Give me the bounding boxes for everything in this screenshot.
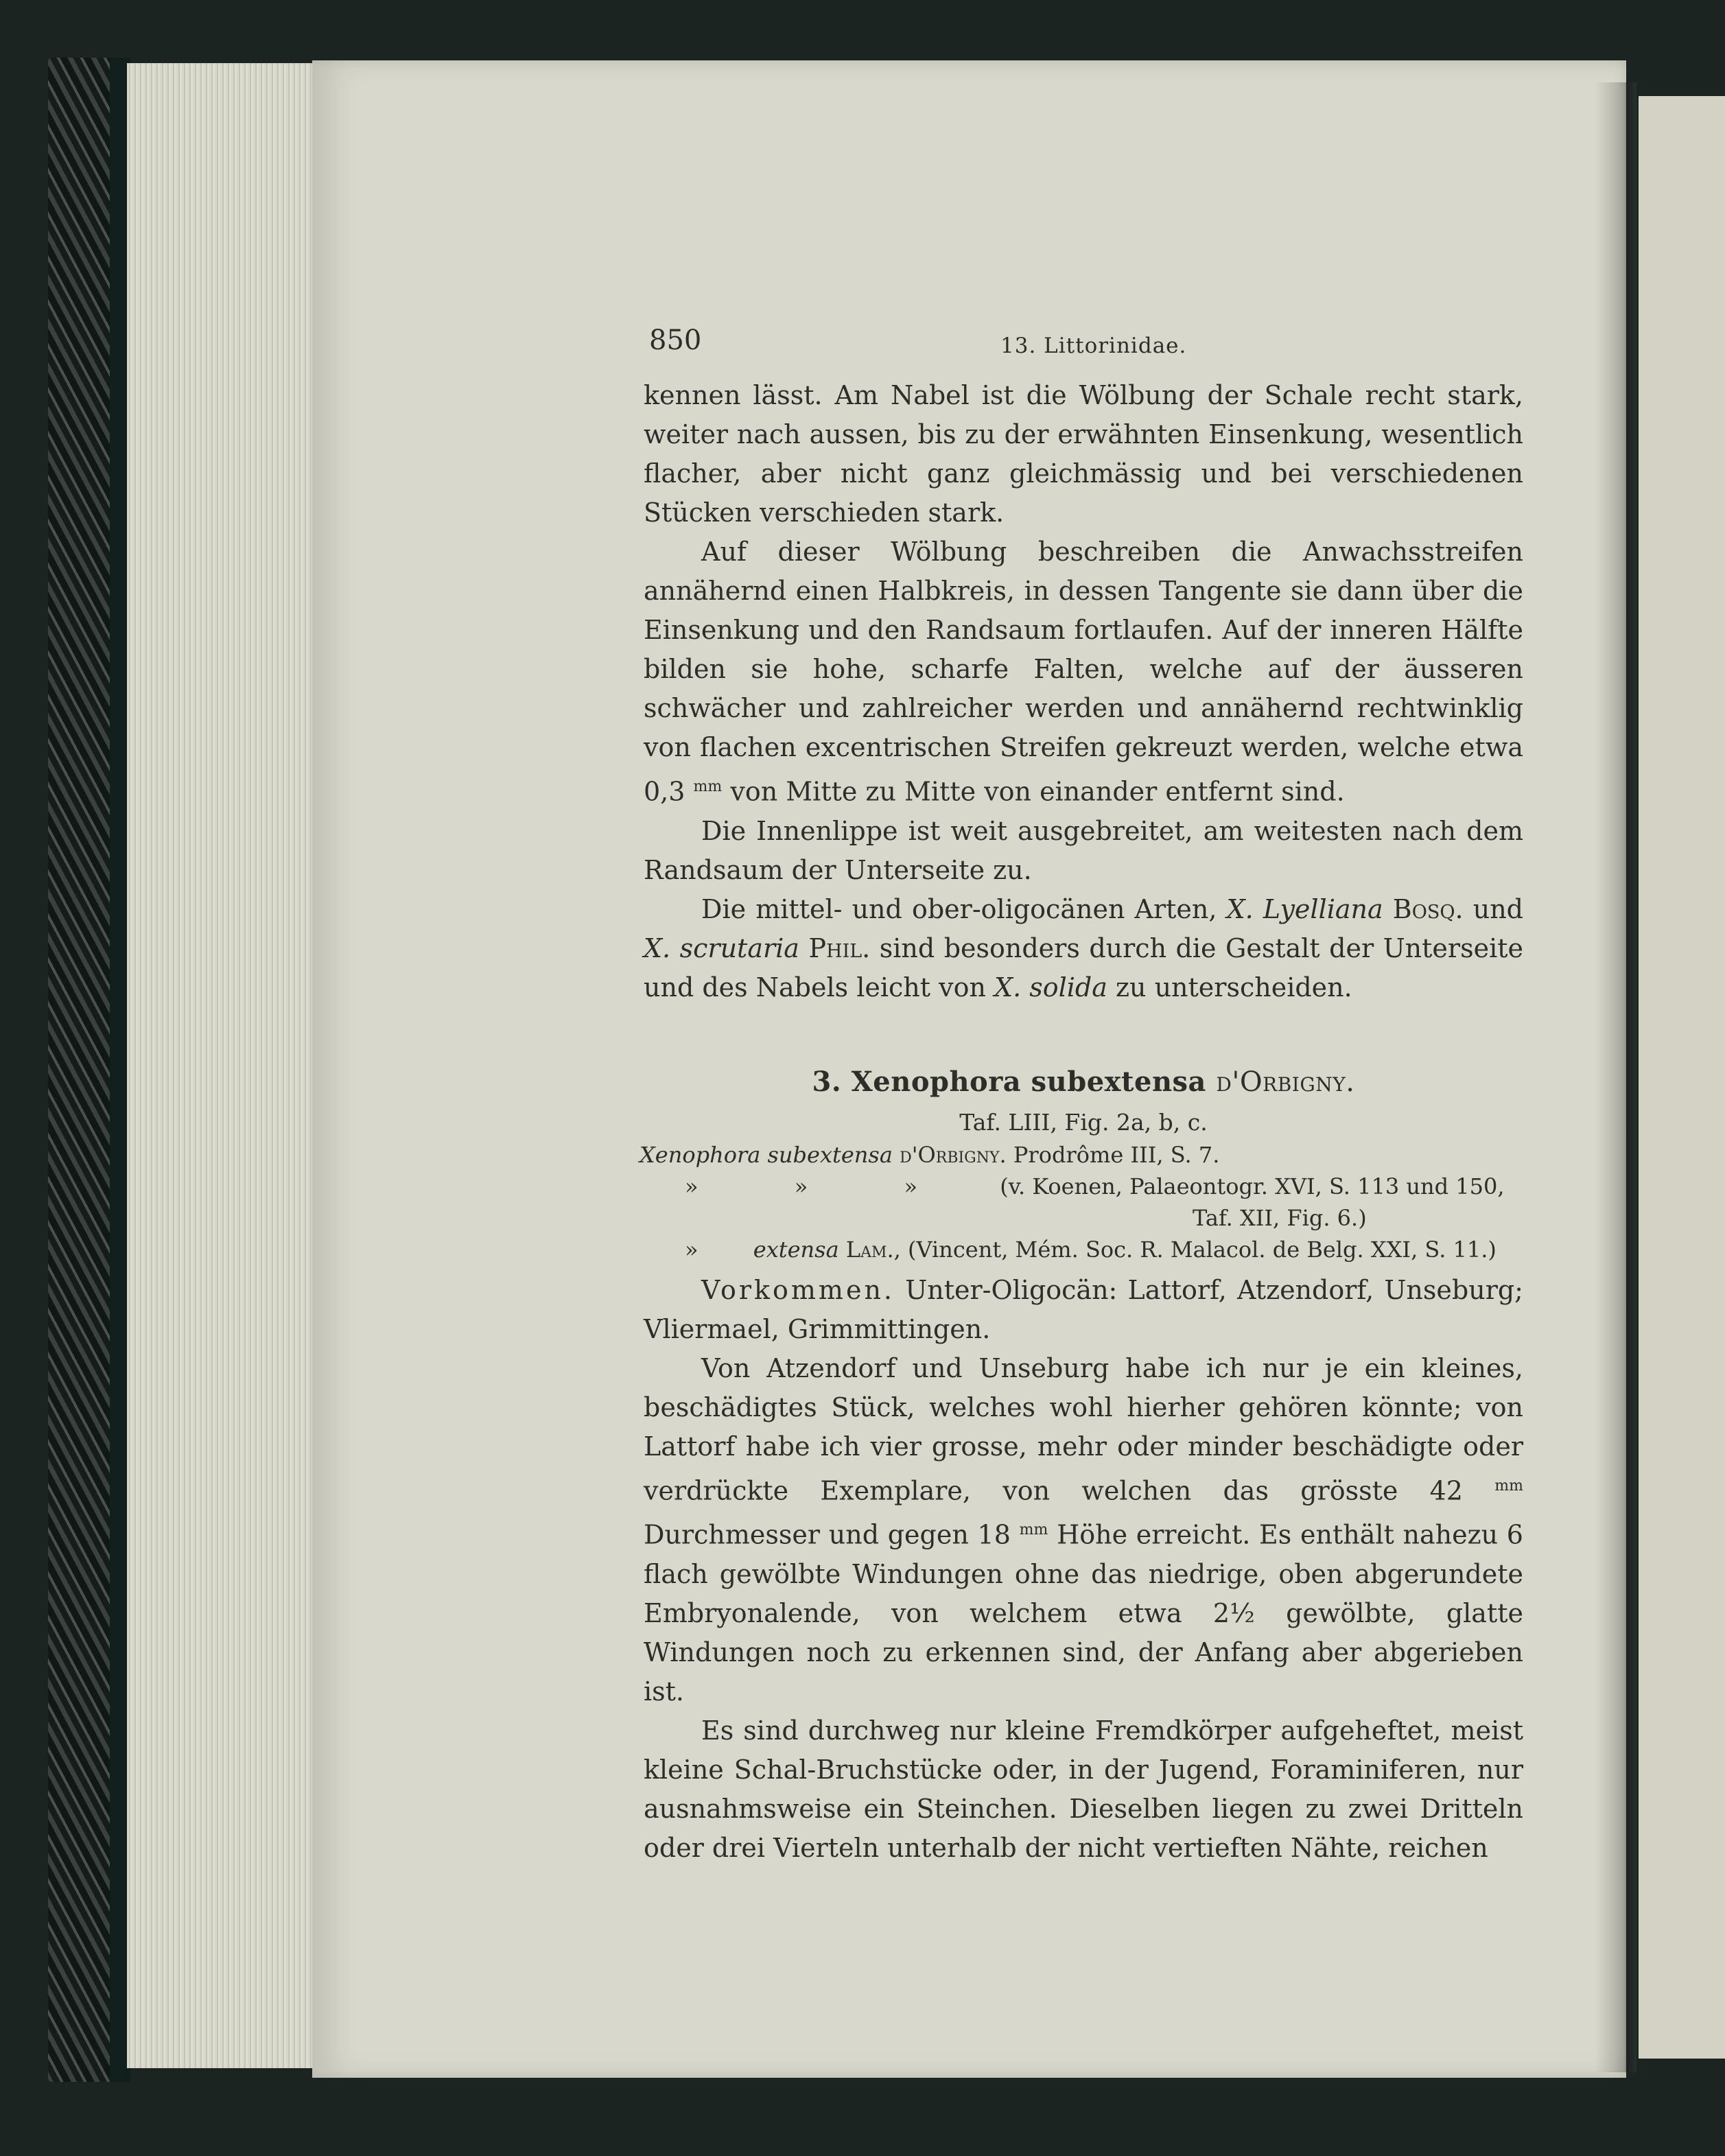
unit-mm-2: mm: [1494, 1477, 1523, 1495]
syn-3-name: extensa: [753, 1236, 839, 1263]
paragraph-6: Es sind durchweg nur kleine Fremdkörper aufgeheftet, meist kleine Schal-Bruchstücke oder, in der Jugend, Foraminiferen, nur ausnahmsweise ein Steinchen. Dieselben liegen zu zwei Dritteln oder drei Vierteln unterhalb der nicht vertieften Nähte, reichen: [644, 1715, 1523, 1863]
syn-2-ditto: » » »: [685, 1173, 918, 1199]
synonymy-list: [639, 1139, 1523, 1265]
paragraph-5: [644, 1349, 1523, 1711]
page-number: 850: [649, 325, 702, 356]
paragraph-2-end: von Mitte zu Mitte von einander entfernt sind.: [730, 776, 1345, 807]
syn-1-ref: Prodrôme III, S. 7.: [1013, 1141, 1220, 1168]
syn-1-name: Xenophora subextensa: [639, 1141, 893, 1168]
running-head: 13. Littorinidae.: [1000, 333, 1187, 358]
p5-text-1: Von Atzendorf und Unseburg habe ich nur je ein kleines, beschädigtes Stück, welches wohl hierher gehören könnte; von Lattorf habe ich vier grosse, mehr oder minder beschädigte oder verdrückte Exemplare, von welchen das grösste 42: [644, 1352, 1523, 1506]
syn-1-author: d'Orbigny.: [900, 1141, 1007, 1168]
p4-text-3: sind besonders durch die Gestalt der Unterseite und des Nabels leicht von: [644, 933, 1523, 1003]
p4-text-2: und: [1472, 893, 1523, 924]
plate-reference: Taf. LIII, Fig. 2a, b, c.: [959, 1108, 1208, 1136]
facing-page: [1639, 96, 1725, 2059]
syn-3-author: Lam.,: [845, 1236, 901, 1263]
species-solida: X. solida: [994, 972, 1107, 1003]
synonymy-line-2: [644, 1171, 1523, 1202]
syn-3-ditto: »: [685, 1236, 699, 1263]
species-heading: [644, 1062, 1523, 1102]
author-phil: Phil.: [808, 933, 871, 963]
p5-text-2: Durchmesser und gegen 18: [644, 1519, 1011, 1550]
species-lyelliana: X. Lyelliana: [1226, 893, 1383, 924]
unit-mm-3: mm: [1019, 1521, 1048, 1539]
syn-2-ref: (v. Koenen, Palaeontogr. XVI, S. 113 und 150,: [1000, 1173, 1505, 1199]
page-gutter: [1595, 82, 1636, 2072]
paragraph-2-text: Auf dieser Wölbung beschreiben die Anwachsstreifen annähernd einen Halbkreis, in dessen Tangente sie dann über die Einsenkung und den Randsaum fortlaufen. Auf der inneren Hälfte bilden sie hohe, scharfe Falten, welche auf der äusseren schwächer und zahlreicher werden und annähernd rechtwinklig von flachen excentrischen Streifen gekreuzt werden, welche etwa 0,3: [644, 537, 1523, 807]
syn-3-ref: (Vincent, Mém. Soc. R. Malacol. de Belg. XXI, S. 11.): [908, 1236, 1497, 1263]
synonymy-line-1: [639, 1139, 1523, 1171]
occurrence-label: Vorkommen.: [701, 1274, 895, 1305]
p5-text-3: Höhe erreicht. Es enthält nahezu 6 flach gewölbte Windungen ohne das niedrige, oben abgerundete Embryonalende, von welchem etwa 2½ gewölbte, glatte Windungen noch zu erkennen sind, der Anfang aber abgerieben ist.: [644, 1519, 1523, 1707]
p4-text-4: zu unterscheiden.: [1116, 972, 1352, 1003]
occurrence-text: Unter-Oligocän: Lattorf, Atzendorf, Unseburg; Vliermael, Grimmittingen.: [644, 1274, 1523, 1344]
species-name: Xenophora subextensa: [851, 1065, 1206, 1098]
page-header: [644, 321, 1523, 362]
synonymy-line-2-cont: Taf. XII, Fig. 6.): [1193, 1204, 1367, 1231]
paragraph-1: kennen lässt. Am Nabel ist die Wölbung der Schale recht stark, weiter nach aussen, bis zu der erwähnten Einsenkung, wesentlich flacher, aber nicht ganz gleichmässig und bei verschiedenen Stücken verschieden stark.: [644, 380, 1523, 528]
unit-mm: mm: [693, 778, 723, 795]
species-scrutaria: X. scrutaria: [644, 933, 799, 963]
species-author: d'Orbigny.: [1216, 1066, 1355, 1098]
author-bosq: Bosq.: [1392, 893, 1464, 924]
paragraph-3: Die Innenlippe ist weit ausgebreitet, am weitesten nach dem Randsaum der Unterseite zu.: [644, 815, 1523, 885]
p4-text-1: Die mittel- und ober-oligocänen Arten,: [701, 893, 1217, 924]
species-number: 3.: [812, 1065, 842, 1098]
page-text: [639, 321, 1523, 1868]
paragraph-4: [644, 890, 1523, 1007]
occurrence-paragraph: [644, 1271, 1523, 1349]
paragraph-2: [644, 532, 1523, 812]
synonymy-line-3: [644, 1234, 1523, 1265]
